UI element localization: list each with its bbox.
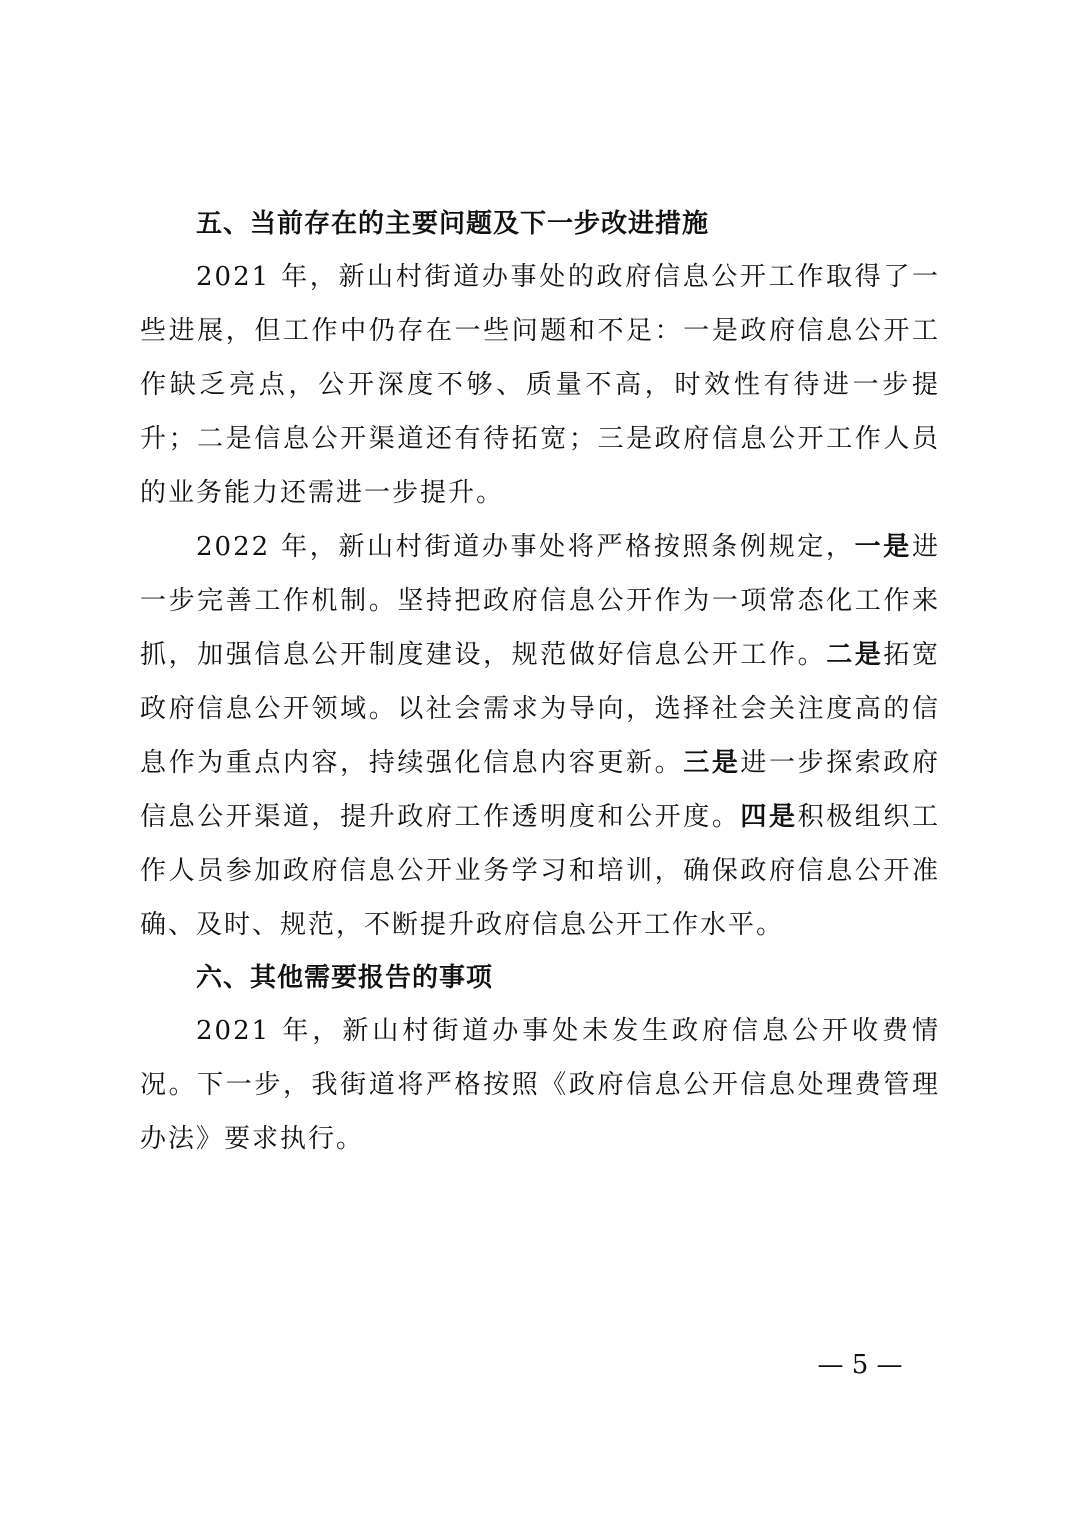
- section-5-paragraph-1: 2021 年，新山村街道办事处的政府信息公开工作取得了一些进展，但工作中仍存在一些问题和不足：一是政府信息公开工作缺乏亮点，公开深度不够、质量不高，时效性有待进一步提升；二是信息公开渠道还有待拓宽；三是政府信息公开工作人员的业务能力还需进一步提升。: [140, 262, 940, 508]
- section-6-paragraph-1: 2021 年，新山村街道办事处未发生政府信息公开收费情况。下一步，我街道将严格按照《政府信息公开信息处理费管理办法》要求执行。: [140, 1016, 940, 1154]
- measure-4-text: 积极组织工作人员参加政府信息公开业务学习和培训，确保政府信息公开准确、及时、规范，不断提升政府信息公开工作水平。: [140, 802, 940, 940]
- document-body: [140, 198, 940, 1166]
- measure-3-text: 进一步探索政府信息公开渠道，提升政府工作透明度和公开度。: [140, 748, 940, 832]
- section-5-paragraph-2: [140, 520, 940, 952]
- paragraph-2-intro: 2022 年，新山村街道办事处将严格按照条例规定，: [196, 532, 855, 562]
- page-number: — 5 —: [817, 1350, 903, 1380]
- section-5-heading: 五、当前存在的主要问题及下一步改进措施: [196, 209, 710, 239]
- measure-1-lead: 一是: [854, 532, 912, 562]
- section-6-heading: 六、其他需要报告的事项: [196, 963, 494, 993]
- measure-2-lead: 二是: [826, 640, 884, 670]
- measure-3-lead: 三是: [683, 748, 741, 778]
- measure-1-text: 进一步完善工作机制。坚持把政府信息公开作为一项常态化工作来抓，加强信息公开制度建设，规范做好信息公开工作。: [140, 532, 940, 670]
- measure-2-text: 拓宽政府信息公开领域。以社会需求为导向，选择社会关注度高的信息作为重点内容，持续强化信息内容更新。: [140, 640, 940, 778]
- measure-4-lead: 四是: [740, 802, 798, 832]
